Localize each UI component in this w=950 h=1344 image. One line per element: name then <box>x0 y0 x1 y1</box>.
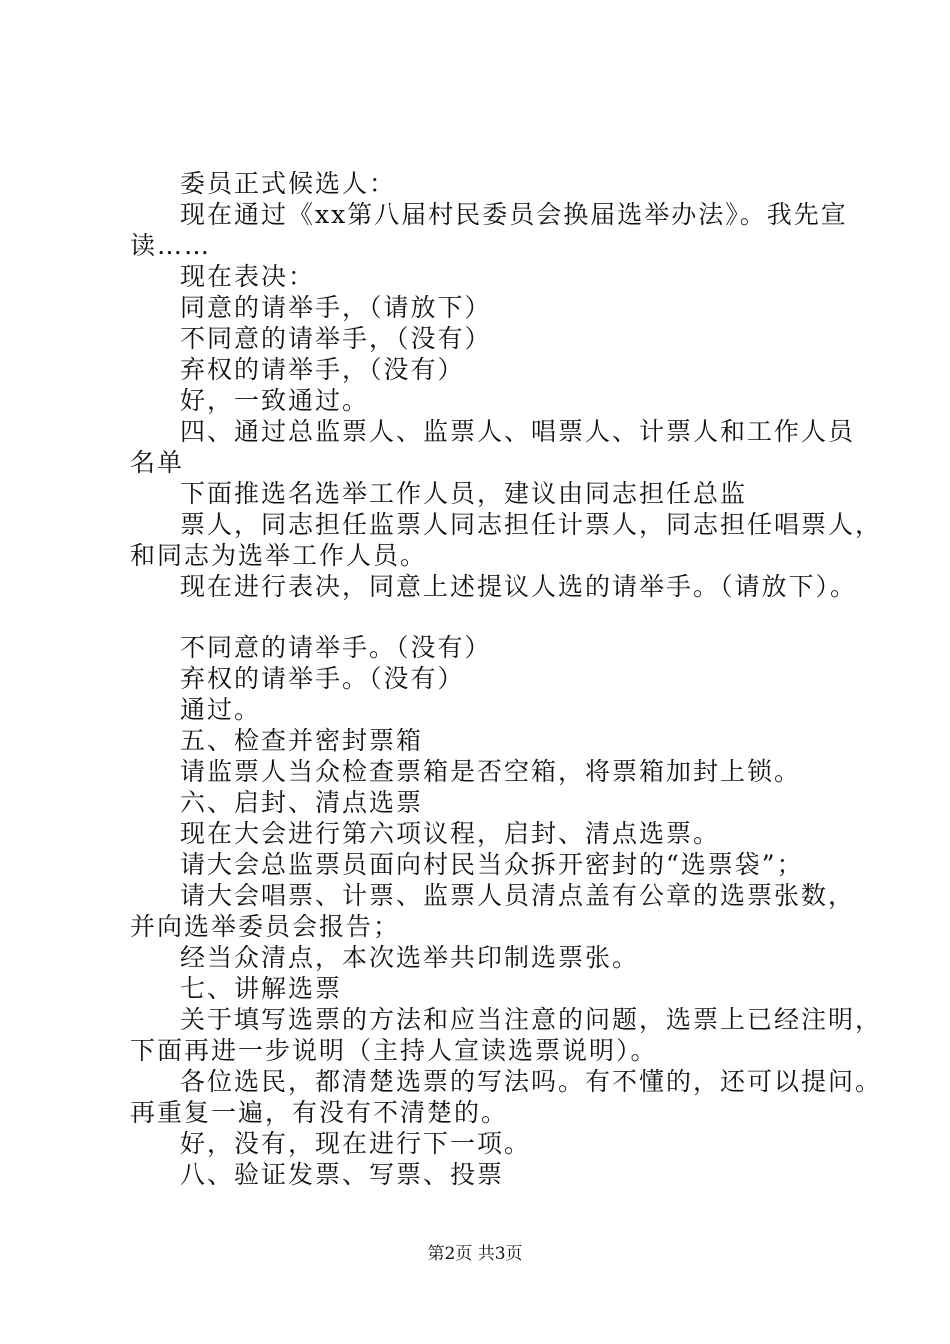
paragraph-line: 请大会总监票员面向村民当众拆开密封的“选票袋”； <box>180 850 804 879</box>
paragraph-line: 经当众清点，本次选举共印制选票张。 <box>180 943 640 972</box>
paragraph-line: 同意的请举手，（请放下） <box>180 293 492 322</box>
section-heading: 七、讲解选票 <box>180 974 343 1003</box>
paragraph-line: 不同意的请举手，（没有） <box>180 324 492 353</box>
blank-line <box>0 602 950 632</box>
paragraph-line: 请监票人当众检查票箱是否空箱，将票箱加封上锁。 <box>180 757 802 786</box>
section-heading: 八、验证发票、写票、投票 <box>180 1160 505 1189</box>
paragraph-line: 通过。 <box>180 695 262 724</box>
section-heading: 六、启封、清点选票 <box>180 788 424 817</box>
section-heading: 五、检查并密封票箱 <box>180 726 424 755</box>
paragraph-line: 票人，同志担任监票人同志担任计票人，同志担任唱票人， <box>180 510 883 539</box>
paragraph-line: 请大会唱票、计票、监票人员清点盖有公章的选票张数， <box>180 881 856 910</box>
section-heading: 名单 <box>130 448 185 477</box>
paragraph-line: 好，没有，现在进行下一项。 <box>180 1129 532 1158</box>
paragraph-line: 现在通过《xx第八届村民委员会换届选举办法》。我先宣 <box>180 200 848 229</box>
paragraph-line: 下面推选名选举工作人员，建议由同志担任总监 <box>180 479 748 508</box>
paragraph-line: 现在大会进行第六项议程，启封、清点选票。 <box>180 819 721 848</box>
paragraph-line: 并向选举委员会报告； <box>130 912 401 941</box>
section-heading: 四、通过总监票人、监票人、唱票人、计票人和工作人员 <box>180 417 856 446</box>
paragraph-line: 现在表决： <box>180 262 316 291</box>
paragraph-line: 弃权的请举手，（没有） <box>180 355 465 384</box>
paragraph-line: 现在进行表决，同意上述提议人选的请举手。（请放下）。 <box>180 572 858 601</box>
paragraph-line: 委员正式候选人： <box>180 169 397 198</box>
paragraph-line: 关于填写选票的方法和应当注意的问题，选票上已经注明， <box>180 1005 883 1034</box>
page-footer: 第2页 共3页 <box>427 1244 523 1264</box>
paragraph-line: 和同志为选举工作人员。 <box>130 541 428 570</box>
paragraph-line: 再重复一遍，有没有不清楚的。 <box>130 1098 509 1127</box>
paragraph-line: 不同意的请举手。（没有） <box>180 633 492 662</box>
document-body <box>0 168 950 1190</box>
paragraph-line: 各位选民，都清楚选票的写法吗。有不懂的，还可以提问。 <box>180 1067 883 1096</box>
paragraph-line: 读…… <box>130 231 212 260</box>
paragraph-line: 弃权的请举手。（没有） <box>180 664 465 693</box>
paragraph-line: 下面再进一步说明（主持人宣读选票说明）。 <box>130 1036 658 1065</box>
paragraph-line: 好，一致通过。 <box>180 386 370 415</box>
